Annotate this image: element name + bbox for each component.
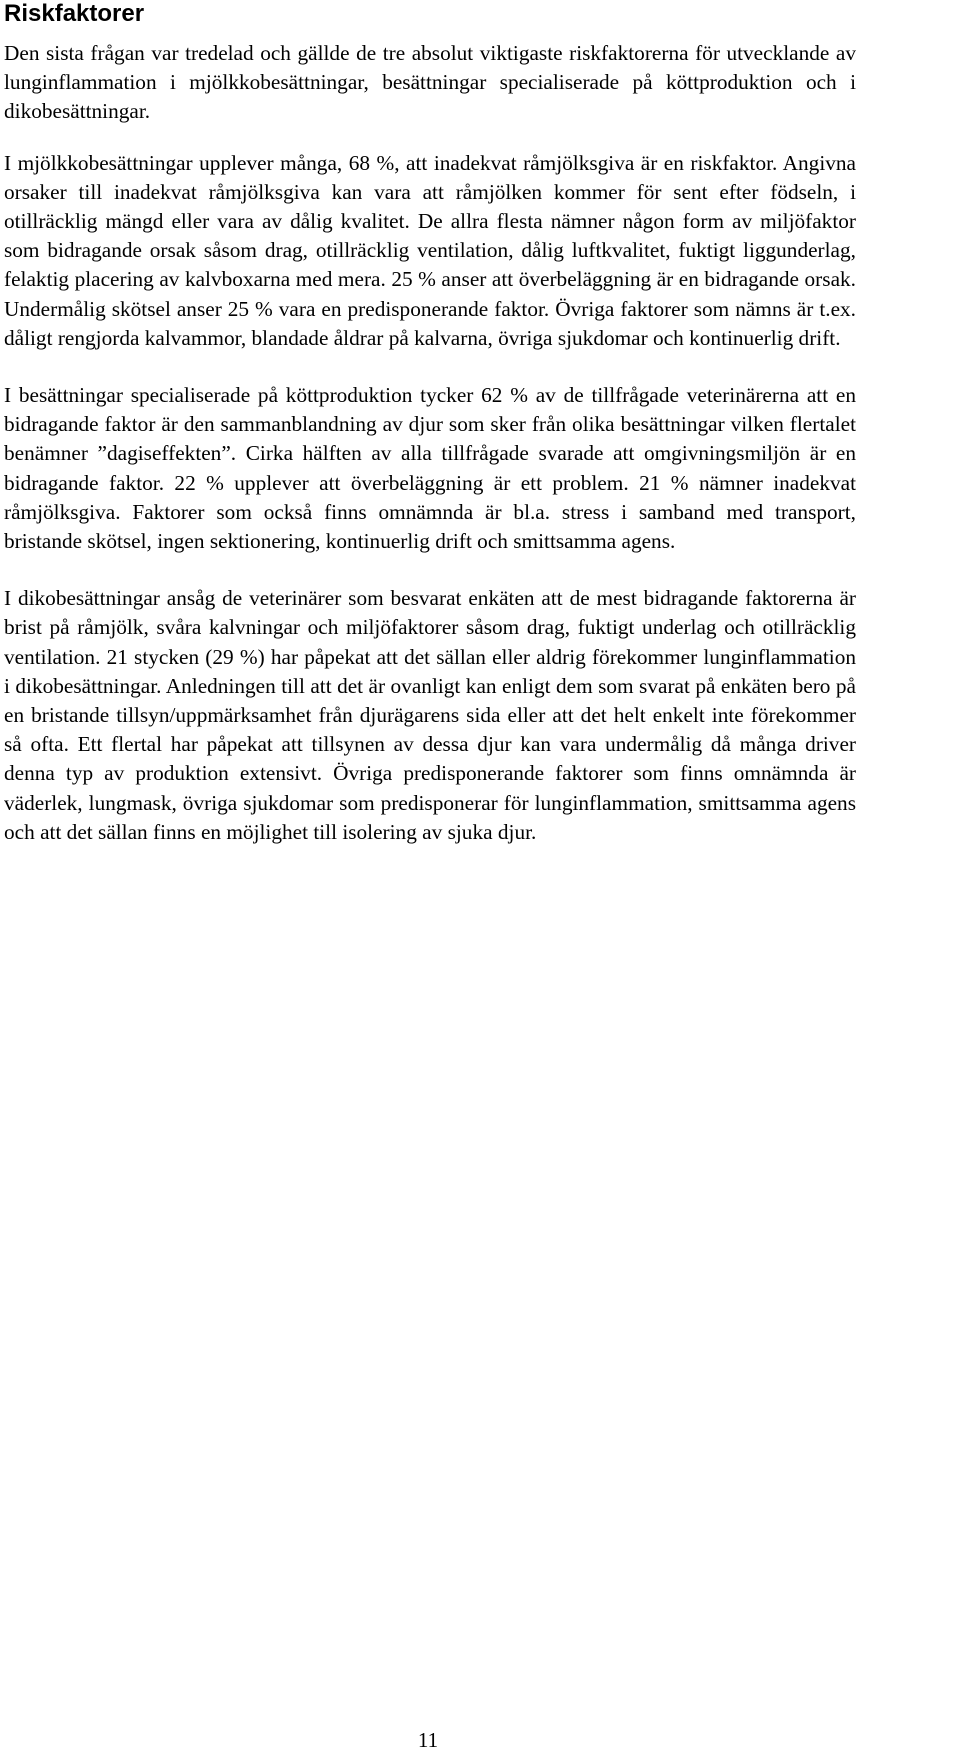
section-heading: Riskfaktorer xyxy=(4,0,145,27)
page-number: 11 xyxy=(417,1728,439,1752)
paragraph-beef-herds: I besättningar specialiserade på köttproduktion tycker 62 % av de tillfrågade veterinärerna att en bidragande faktor är den sammanblandning av djur som sker från olika besättningar vilken flertalet benämner ”dagiseffekten”. Cirka hälften av alla tillfrågade svarade att omgivningsmiljön är en bidragande faktor. 22 % upplever att överbeläggning är ett problem. 21 % nämner inadekvat råmjölksgiva. Faktorer som också finns omnämnda är bl.a. stress i samband med transport, bristande skötsel, ingen sektionering, kontinuerlig drift och smittsamma agens. xyxy=(4,383,856,554)
paragraph-intro: Den sista frågan var tredelad och gällde de tre absolut viktigaste riskfaktorerna för utvecklande av lunginflammation i mjölkkobesättningar, besättningar specialiserade på köttproduktion och i dikobesättningar. xyxy=(4,41,856,124)
document-page xyxy=(4,0,856,847)
paragraph-dairy-herds: I mjölkkobesättningar upplever många, 68 %, att inadekvat råmjölksgiva är en riskfaktor. Angivna orsaker till inadekvat råmjölksgiva kan vara att råmjölken kommer för sent efter födseln, i otillräcklig mängd eller vara av dålig kvalitet. De allra flesta nämner någon form av miljöfaktor som bidragande orsak såsom drag, otillräcklig ventilation, dålig luftkvalitet, fuktigt liggunderlag, felaktig placering av kalvboxarna med mera. 25 % anser att överbeläggning är en bidragande orsak. Undermålig skötsel anser 25 % vara en predisponerande faktor. Övriga faktorer som nämns är t.ex. dåligt rengjorda kalvammor, blandade åldrar på kalvarna, övriga sjukdomar och kontinuerlig drift. xyxy=(4,150,856,350)
paragraph-suckler-herds: I dikobesättningar ansåg de veterinärer som besvarat enkäten att de mest bidragande faktorerna är brist på råmjölk, svåra kalvningar och miljöfaktorer såsom drag, fuktigt underlag och otillräcklig ventilation. 21 stycken (29 %) har påpekat att det sällan eller aldrig förekommer lunginflammation i dikobesättningar. Anledningen till att det är ovanligt kan enligt dem som svarat på enkäten bero på en bristande tillsyn/uppmärksamhet från djurägarens sida eller att det helt enkelt inte förekommer så ofta. Ett flertal har påpekat att tillsynen av dessa djur kan vara undermålig då många driver denna typ av produktion extensivt. Övriga predisponerande faktorer som finns omnämnda är väderlek, lungmask, övriga sjukdomar som predisponerar för lunginflammation, smittsamma agens och att det sällan finns en möjlighet till isolering av sjuka djur. xyxy=(4,586,856,844)
